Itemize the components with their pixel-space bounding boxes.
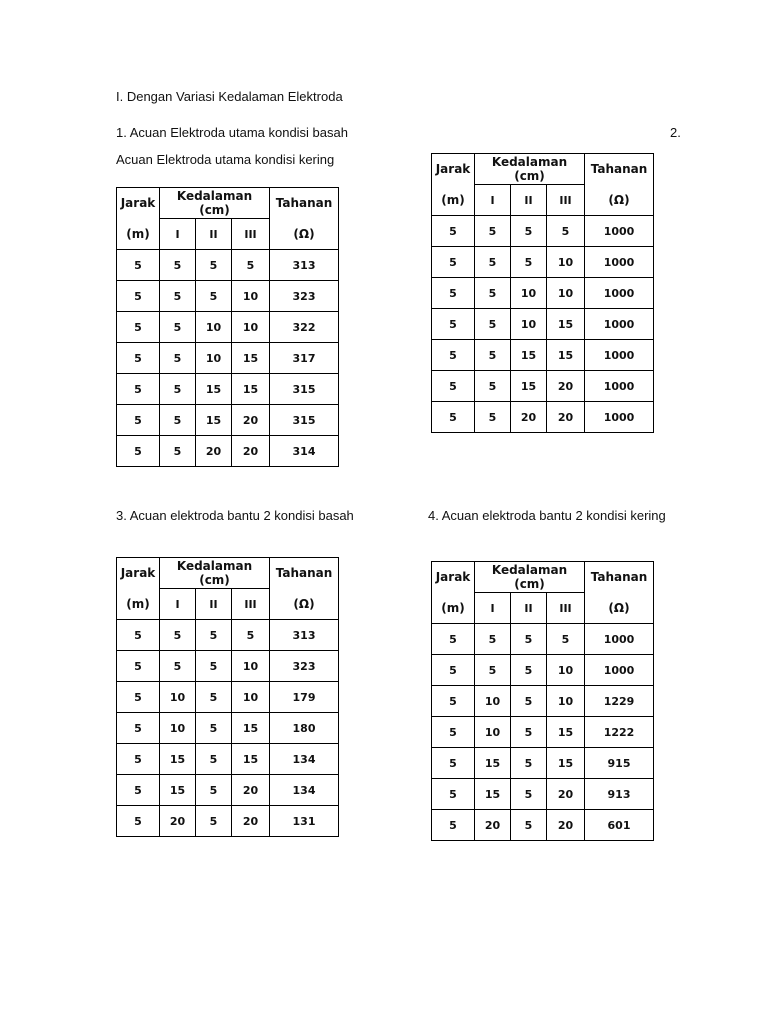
table-cell: 5	[160, 281, 196, 312]
table-cell: 134	[270, 775, 339, 806]
tahanan-header: Tahanan	[270, 558, 339, 589]
table-body	[432, 216, 654, 433]
table-cell: 20	[511, 402, 547, 433]
table-cell: 15	[232, 374, 270, 405]
table-cell: 1000	[585, 371, 654, 402]
table-cell: 5	[432, 686, 475, 717]
table-cell: 5	[196, 620, 232, 651]
table-cell: 10	[232, 281, 270, 312]
table-cell: 5	[432, 216, 475, 247]
table-cell: 20	[232, 775, 270, 806]
table-header	[117, 558, 339, 620]
table-row	[432, 655, 654, 686]
table-cell: 5	[432, 402, 475, 433]
table-cell: 5	[160, 436, 196, 467]
table-cell: 5	[511, 686, 547, 717]
header-row	[432, 154, 654, 185]
page-heading: I. Dengan Variasi Kedalaman Elektroda	[116, 89, 343, 104]
table-cell: 5	[232, 250, 270, 281]
tahanan-unit: (Ω)	[585, 593, 654, 624]
table-cell: 20	[196, 436, 232, 467]
table-cell: 179	[270, 682, 339, 713]
table-row	[117, 620, 339, 651]
table-cell: 15	[547, 309, 585, 340]
table-cell: 5	[475, 216, 511, 247]
table-cell: 134	[270, 744, 339, 775]
table-cell: 315	[270, 374, 339, 405]
kedalaman-header: Kedalaman (cm)	[475, 154, 585, 185]
table-cell: 5	[117, 250, 160, 281]
table-cell: 10	[547, 686, 585, 717]
table-cell: 10	[547, 278, 585, 309]
jarak-unit: (m)	[432, 593, 475, 624]
table-row	[117, 682, 339, 713]
kedalaman-col-2: II	[511, 185, 547, 216]
table-row	[117, 744, 339, 775]
kedalaman-col-3: III	[232, 219, 270, 250]
table-cell: 5	[432, 340, 475, 371]
table-cell: 20	[232, 436, 270, 467]
table-cell: 913	[585, 779, 654, 810]
table-cell: 15	[547, 748, 585, 779]
table-cell: 15	[475, 779, 511, 810]
kedalaman-col-1: I	[475, 593, 511, 624]
table-header	[432, 154, 654, 216]
table-cell: 5	[160, 651, 196, 682]
table-cell: 1000	[585, 402, 654, 433]
table-cell: 1000	[585, 309, 654, 340]
table-cell: 5	[196, 250, 232, 281]
table-cell: 20	[232, 405, 270, 436]
table-cell: 601	[585, 810, 654, 841]
table-cell: 5	[475, 340, 511, 371]
table-cell: 5	[117, 343, 160, 374]
jarak-unit: (m)	[117, 589, 160, 620]
kedalaman-col-1: I	[475, 185, 511, 216]
table-cell: 1229	[585, 686, 654, 717]
table-cell: 5	[475, 371, 511, 402]
table-cell: 5	[117, 775, 160, 806]
header-row	[117, 558, 339, 589]
kedalaman-col-1: I	[160, 219, 196, 250]
table-body	[117, 620, 339, 837]
table-cell: 15	[232, 343, 270, 374]
table-cell: 5	[547, 624, 585, 655]
table-cell: 10	[475, 686, 511, 717]
table-cell: 5	[511, 748, 547, 779]
table-cell: 5	[117, 744, 160, 775]
table-cell: 5	[511, 247, 547, 278]
table-cell: 5	[117, 436, 160, 467]
kedalaman-col-3: III	[547, 185, 585, 216]
tahanan-unit: (Ω)	[270, 219, 339, 250]
tahanan-header: Tahanan	[270, 188, 339, 219]
kedalaman-col-2: II	[511, 593, 547, 624]
table-cell: 5	[475, 655, 511, 686]
table-cell: 5	[196, 775, 232, 806]
table-cell: 5	[511, 216, 547, 247]
table-2	[431, 153, 654, 433]
table-row	[117, 374, 339, 405]
table-cell: 314	[270, 436, 339, 467]
kedalaman-header: Kedalaman (cm)	[475, 562, 585, 593]
table-cell: 5	[196, 744, 232, 775]
table-cell: 20	[160, 806, 196, 837]
table-cell: 5	[160, 374, 196, 405]
table-cell: 5	[117, 682, 160, 713]
table-cell: 5	[160, 312, 196, 343]
table-cell: 5	[160, 343, 196, 374]
tahanan-unit: (Ω)	[585, 185, 654, 216]
table-cell: 10	[232, 651, 270, 682]
section-2-label: Acuan Elektroda utama kondisi kering	[116, 152, 335, 167]
table-cell: 15	[160, 775, 196, 806]
table-row	[432, 686, 654, 717]
table-cell: 322	[270, 312, 339, 343]
jarak-header: Jarak	[432, 562, 475, 593]
section-1-label: 1. Acuan Elektroda utama kondisi basah	[116, 125, 348, 140]
table-3	[116, 557, 339, 837]
table-row	[117, 281, 339, 312]
table-cell: 15	[196, 405, 232, 436]
table-row	[117, 806, 339, 837]
table-cell: 5	[511, 624, 547, 655]
table-cell: 5	[475, 309, 511, 340]
table-cell: 5	[117, 374, 160, 405]
table-cell: 5	[117, 806, 160, 837]
table-cell: 5	[117, 620, 160, 651]
table-cell: 180	[270, 713, 339, 744]
table-row	[117, 405, 339, 436]
table-row	[432, 278, 654, 309]
table-row	[117, 312, 339, 343]
table-cell: 5	[196, 651, 232, 682]
jarak-header: Jarak	[117, 188, 160, 219]
table-cell: 5	[475, 624, 511, 655]
header-row	[117, 589, 339, 620]
header-row	[432, 185, 654, 216]
table-cell: 5	[511, 717, 547, 748]
table-cell: 5	[432, 810, 475, 841]
table-cell: 1222	[585, 717, 654, 748]
table-cell: 5	[432, 748, 475, 779]
table-1	[116, 187, 339, 467]
table-cell: 15	[511, 340, 547, 371]
table-cell: 1000	[585, 278, 654, 309]
table-cell: 5	[432, 717, 475, 748]
table-cell: 10	[160, 713, 196, 744]
table-body	[117, 250, 339, 467]
table-row	[432, 402, 654, 433]
kedalaman-col-2: II	[196, 219, 232, 250]
table-row	[117, 250, 339, 281]
table-cell: 5	[475, 247, 511, 278]
table-row	[432, 810, 654, 841]
header-row	[117, 188, 339, 219]
jarak-unit: (m)	[432, 185, 475, 216]
table-cell: 15	[196, 374, 232, 405]
table-cell: 5	[196, 806, 232, 837]
table-cell: 10	[196, 312, 232, 343]
table-cell: 5	[511, 810, 547, 841]
table-cell: 10	[547, 655, 585, 686]
table-cell: 1000	[585, 340, 654, 371]
table-cell: 313	[270, 620, 339, 651]
kedalaman-col-2: II	[196, 589, 232, 620]
table-row	[117, 436, 339, 467]
tahanan-header: Tahanan	[585, 562, 654, 593]
table-row	[117, 713, 339, 744]
table-cell: 20	[547, 810, 585, 841]
kedalaman-header: Kedalaman (cm)	[160, 188, 270, 219]
table-cell: 20	[547, 402, 585, 433]
table-cell: 10	[547, 247, 585, 278]
table-cell: 5	[475, 278, 511, 309]
table-4	[431, 561, 654, 841]
table-cell: 1000	[585, 247, 654, 278]
table-cell: 5	[432, 371, 475, 402]
table-row	[432, 309, 654, 340]
table-cell: 10	[511, 309, 547, 340]
table-cell: 10	[475, 717, 511, 748]
table-row	[432, 779, 654, 810]
table-cell: 5	[511, 655, 547, 686]
table-cell: 313	[270, 250, 339, 281]
table-cell: 5	[432, 779, 475, 810]
table-cell: 1000	[585, 624, 654, 655]
table-cell: 15	[160, 744, 196, 775]
table-cell: 5	[475, 402, 511, 433]
table-row	[432, 717, 654, 748]
table-cell: 1000	[585, 655, 654, 686]
table-cell: 5	[160, 250, 196, 281]
table-cell: 323	[270, 651, 339, 682]
table-cell: 5	[117, 651, 160, 682]
section-4-label: 4. Acuan elektroda bantu 2 kondisi kering	[428, 508, 666, 523]
table-cell: 10	[160, 682, 196, 713]
tahanan-header: Tahanan	[585, 154, 654, 185]
table-cell: 15	[547, 340, 585, 371]
tahanan-unit: (Ω)	[270, 589, 339, 620]
table-cell: 5	[432, 655, 475, 686]
table-cell: 5	[196, 713, 232, 744]
table-cell: 5	[432, 624, 475, 655]
table-cell: 5	[432, 247, 475, 278]
table-cell: 5	[432, 309, 475, 340]
table-cell: 15	[511, 371, 547, 402]
table-cell: 5	[160, 405, 196, 436]
table-cell: 5	[160, 620, 196, 651]
kedalaman-col-3: III	[547, 593, 585, 624]
table-cell: 1000	[585, 216, 654, 247]
table-header	[432, 562, 654, 624]
table-cell: 915	[585, 748, 654, 779]
table-cell: 5	[117, 713, 160, 744]
table-row	[117, 775, 339, 806]
table-cell: 15	[232, 744, 270, 775]
table-row	[432, 340, 654, 371]
table-row	[432, 371, 654, 402]
table-cell: 10	[232, 682, 270, 713]
table-cell: 131	[270, 806, 339, 837]
header-row	[432, 593, 654, 624]
table-cell: 5	[117, 312, 160, 343]
table-cell: 20	[547, 371, 585, 402]
table-cell: 5	[117, 405, 160, 436]
header-row	[432, 562, 654, 593]
table-cell: 5	[511, 779, 547, 810]
table-row	[432, 216, 654, 247]
kedalaman-col-3: III	[232, 589, 270, 620]
section-2-number: 2.	[670, 125, 681, 140]
table-row	[432, 748, 654, 779]
table-row	[432, 247, 654, 278]
table-cell: 323	[270, 281, 339, 312]
kedalaman-header: Kedalaman (cm)	[160, 558, 270, 589]
kedalaman-col-1: I	[160, 589, 196, 620]
table-cell: 20	[475, 810, 511, 841]
jarak-unit: (m)	[117, 219, 160, 250]
table-cell: 5	[232, 620, 270, 651]
table-header	[117, 188, 339, 250]
header-row	[117, 219, 339, 250]
table-cell: 10	[196, 343, 232, 374]
jarak-header: Jarak	[117, 558, 160, 589]
table-row	[117, 651, 339, 682]
section-3-label: 3. Acuan elektroda bantu 2 kondisi basah	[116, 508, 354, 523]
table-row	[117, 343, 339, 374]
table-cell: 5	[432, 278, 475, 309]
table-cell: 10	[511, 278, 547, 309]
table-cell: 5	[117, 281, 160, 312]
table-row	[432, 624, 654, 655]
table-cell: 20	[547, 779, 585, 810]
table-cell: 15	[475, 748, 511, 779]
table-cell: 317	[270, 343, 339, 374]
table-cell: 5	[547, 216, 585, 247]
table-cell: 15	[232, 713, 270, 744]
table-body	[432, 624, 654, 841]
table-cell: 5	[196, 281, 232, 312]
table-cell: 315	[270, 405, 339, 436]
jarak-header: Jarak	[432, 154, 475, 185]
table-cell: 10	[232, 312, 270, 343]
table-cell: 20	[232, 806, 270, 837]
table-cell: 5	[196, 682, 232, 713]
table-cell: 15	[547, 717, 585, 748]
